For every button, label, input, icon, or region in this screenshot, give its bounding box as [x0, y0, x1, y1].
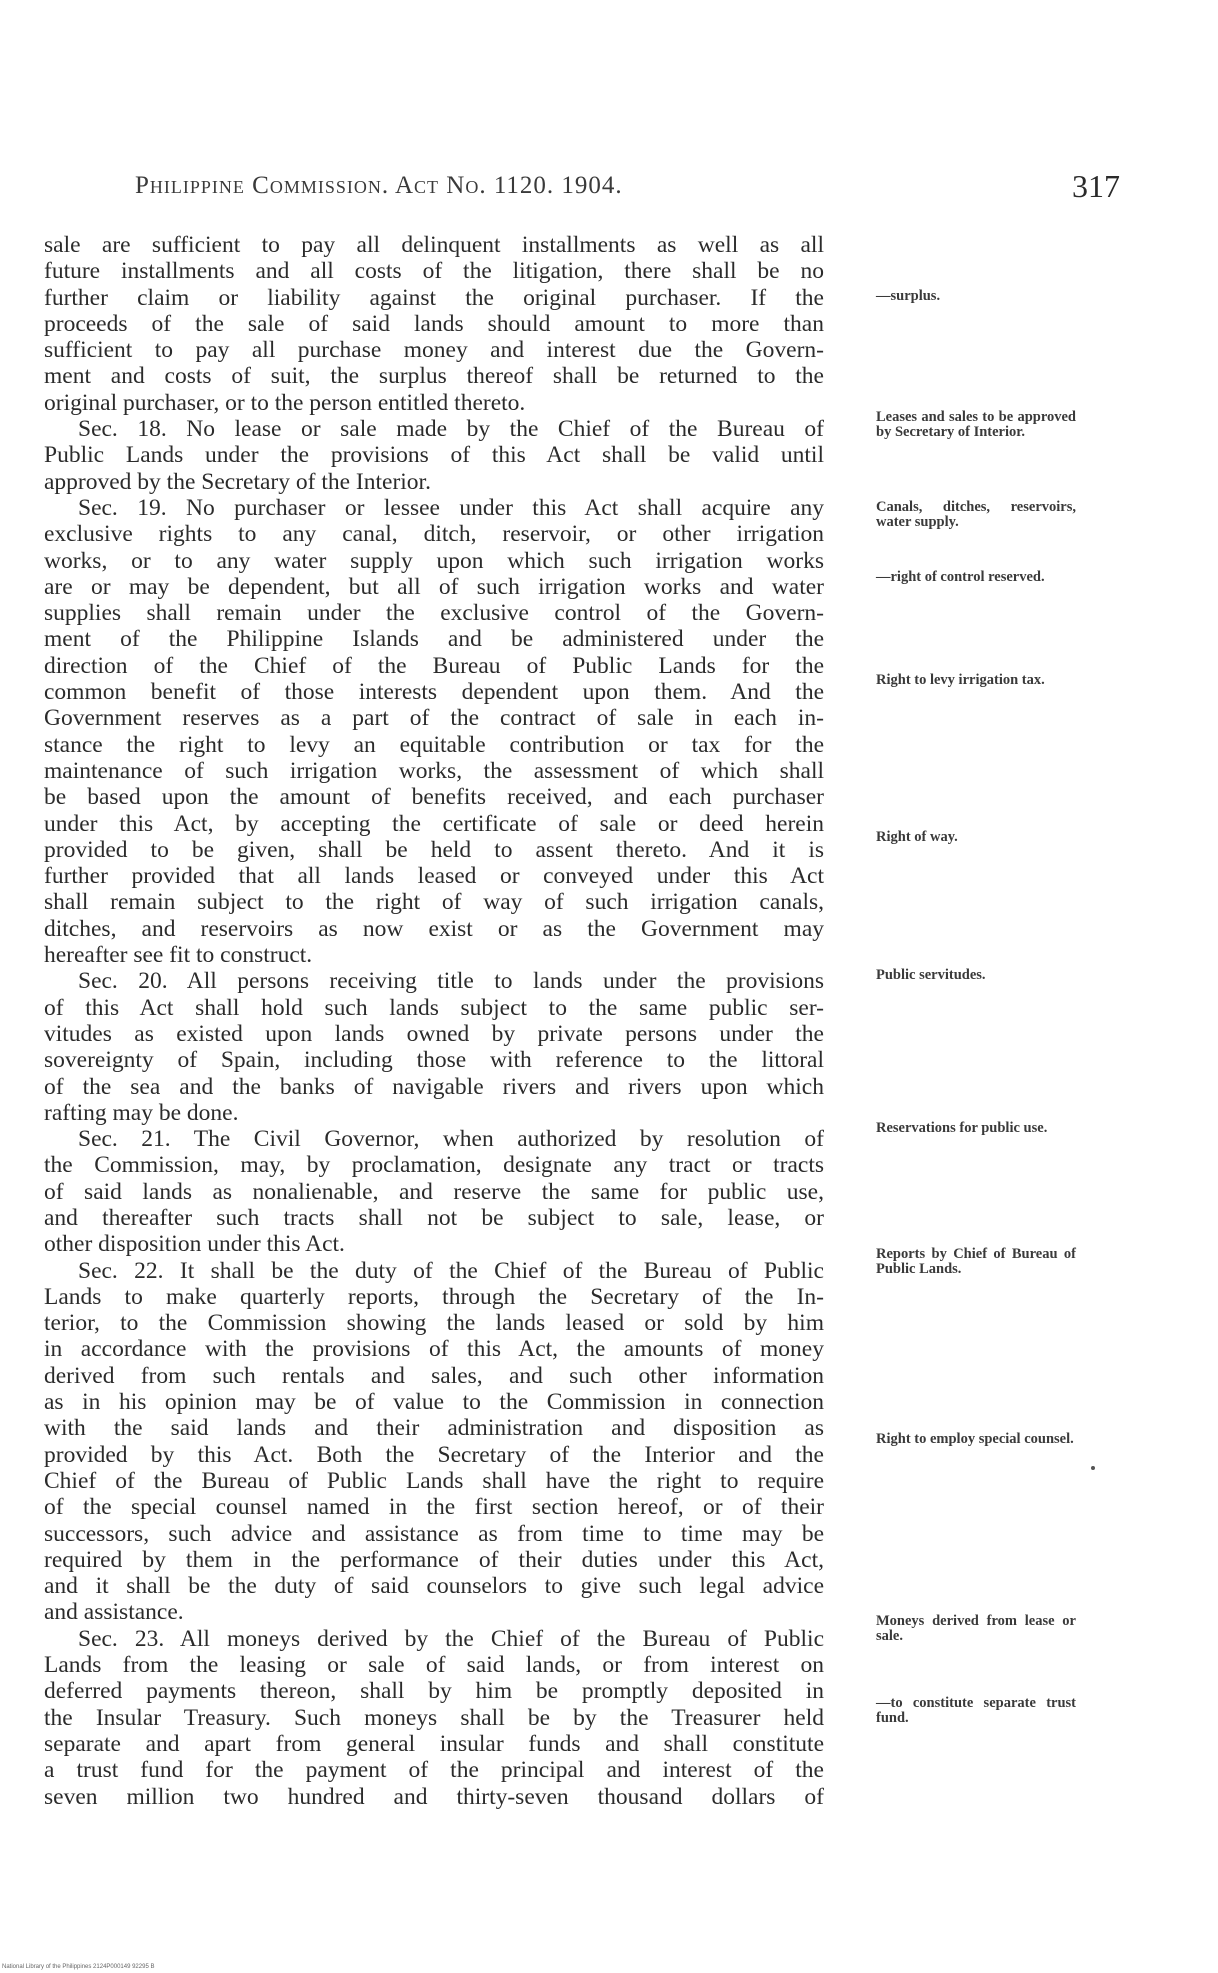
- section-23-start: Sec. 23. All moneys derived by the Chief of the Bureau of Public: [78, 1625, 824, 1652]
- text-line: separate and apart from general insular funds and shall constitute: [44, 1730, 824, 1757]
- text-line: Public Lands under the provisions of this Act shall be valid until: [44, 442, 824, 469]
- margin-note-reports: Reports by Chief of Bureau of Public Lands.: [876, 1246, 1076, 1277]
- margin-note-control-reserved: —right of control reserved.: [876, 569, 1045, 585]
- text-line: exclusive rights to any canal, ditch, reservoir, or other irrigation: [44, 521, 824, 548]
- text-line: successors, such advice and assistance as from time to time may be: [44, 1520, 824, 1547]
- text-line: further claim or liability against the original purchaser. If the: [44, 284, 824, 311]
- text-line: and it shall be the duty of said counselors to give such legal advice: [44, 1573, 824, 1600]
- text-line: ment and costs of suit, the surplus thereof shall be returned to the: [44, 363, 824, 390]
- text-line: under this Act, by accepting the certificate of sale or deed herein: [44, 810, 824, 837]
- text-line: direction of the Chief of the Bureau of Public Lands for the: [44, 652, 824, 679]
- footer-credit: National Library of the Philippines 2124P000149 92295 B: [2, 1964, 155, 1970]
- text-line: ment of the Philippine Islands and be administered under the: [44, 626, 824, 653]
- margin-note-public-servitudes: Public servitudes.: [876, 967, 986, 983]
- text-line: of the sea and the banks of navigable rivers and rivers upon which: [44, 1073, 824, 1100]
- text-line: as in his opinion may be of value to the Commission in connection: [44, 1389, 824, 1416]
- text-line: the Commission, may, by proclamation, designate any tract or tracts: [44, 1152, 824, 1179]
- section-19-start: Sec. 19. No purchaser or lessee under this Act shall acquire any: [78, 494, 824, 521]
- text-line: deferred payments thereon, shall by him be promptly deposited in: [44, 1678, 824, 1705]
- margin-note-special-counsel: Right to employ special counsel.: [876, 1431, 1074, 1447]
- text-line: common benefit of those interests dependent upon them. And the: [44, 679, 824, 706]
- text-line: of this Act shall hold such lands subject to the same public ser-: [44, 994, 824, 1021]
- text-line: of the special counsel named in the first section hereof, or of their: [44, 1494, 824, 1521]
- margin-note-trust-fund: —to constitute separate trust fund.: [876, 1695, 1076, 1726]
- text-line: future installments and all costs of the litigation, there shall be no: [44, 258, 824, 285]
- text-line: and thereafter such tracts shall not be subject to sale, lease, or: [44, 1204, 824, 1231]
- text-line: stance the right to levy an equitable contribution or tax for the: [44, 731, 824, 758]
- section-21-start: Sec. 21. The Civil Governor, when authorized by resolution of: [78, 1126, 824, 1153]
- text-line: sovereignty of Spain, including those with reference to the littoral: [44, 1047, 824, 1074]
- text-line: approved by the Secretary of the Interior.: [44, 468, 431, 495]
- text-line: shall remain subject to the right of way of such irrigation canals,: [44, 889, 824, 916]
- text-line: proceeds of the sale of said lands should amount to more than: [44, 310, 824, 337]
- text-line: maintenance of such irrigation works, the assessment of which shall: [44, 757, 824, 784]
- margin-note-moneys: Moneys derived from lease or sale.: [876, 1613, 1076, 1644]
- text-line: ditches, and reservoirs as now exist or as the Government may: [44, 915, 824, 942]
- text-line: Lands to make quarterly reports, through the Secretary of the In-: [44, 1283, 824, 1310]
- text-line: Government reserves as a part of the contract of sale in each in-: [44, 705, 824, 732]
- text-line: hereafter see fit to construct.: [44, 942, 313, 969]
- text-line: original purchaser, or to the person entitled thereto.: [44, 389, 526, 416]
- text-line: rafting may be done.: [44, 1099, 239, 1126]
- text-line: Chief of the Bureau of Public Lands shall have the right to require: [44, 1467, 824, 1494]
- text-line: sale are sufficient to pay all delinquent installments as well as all: [44, 232, 824, 258]
- margin-note-reservations: Reservations for public use.: [876, 1120, 1048, 1136]
- text-line: provided to be given, shall be held to assent thereto. And it is: [44, 836, 824, 863]
- text-line: a trust fund for the payment of the principal and interest of the: [44, 1757, 824, 1784]
- text-line: vitudes as existed upon lands owned by private persons under the: [44, 1020, 824, 1047]
- margin-note-irrigation-tax: Right to levy irrigation tax.: [876, 672, 1045, 688]
- margin-note-right-of-way: Right of way.: [876, 829, 958, 845]
- text-line: be based upon the amount of benefits received, and each purchaser: [44, 784, 824, 811]
- text-line: seven million two hundred and thirty-seven thousand dollars of: [44, 1783, 824, 1810]
- text-line: with the said lands and their administration and disposition as: [44, 1415, 824, 1442]
- text-line: and assistance.: [44, 1599, 184, 1626]
- body-text: [44, 232, 1076, 1810]
- text-line: in accordance with the provisions of this Act, the amounts of money: [44, 1336, 824, 1363]
- page-header: [0, 168, 1218, 208]
- margin-note-leases-approval: Leases and sales to be approved by Secretary of Interior.: [876, 409, 1076, 440]
- text-line: works, or to any water supply upon which such irrigation works: [44, 547, 824, 574]
- text-line: sufficient to pay all purchase money and interest due the Govern-: [44, 337, 824, 364]
- margin-note-surplus: —surplus.: [876, 288, 941, 304]
- text-line: are or may be dependent, but all of such irrigation works and water: [44, 573, 824, 600]
- text-line: supplies shall remain under the exclusive control of the Govern-: [44, 600, 824, 627]
- margin-note-canals: Canals, ditches, reservoirs, water supply.: [876, 499, 1076, 530]
- text-line: provided by this Act. Both the Secretary of the Interior and the: [44, 1441, 824, 1468]
- running-head: Philippine Commission. Act No. 1120. 1904.: [135, 172, 623, 199]
- text-line: terior, to the Commission showing the lands leased or sold by him: [44, 1310, 824, 1337]
- section-20-start: Sec. 20. All persons receiving title to lands under the provisions: [78, 968, 824, 995]
- text-line: required by them in the performance of their duties under this Act,: [44, 1546, 824, 1573]
- text-line: of said lands as nonalienable, and reserve the same for public use,: [44, 1178, 824, 1205]
- section-18-start: Sec. 18. No lease or sale made by the Chief of the Bureau of: [78, 416, 824, 443]
- text-line: Lands from the leasing or sale of said lands, or from interest on: [44, 1652, 824, 1679]
- page-number: 317: [1072, 168, 1120, 204]
- text-line: other disposition under this Act.: [44, 1231, 345, 1258]
- stray-dot: [1091, 1466, 1095, 1470]
- text-line: further provided that all lands leased or conveyed under this Act: [44, 863, 824, 890]
- text-line: derived from such rentals and sales, and such other information: [44, 1362, 824, 1389]
- section-22-start: Sec. 22. It shall be the duty of the Chief of the Bureau of Public: [78, 1257, 824, 1284]
- text-line: the Insular Treasury. Such moneys shall be by the Treasurer held: [44, 1704, 824, 1731]
